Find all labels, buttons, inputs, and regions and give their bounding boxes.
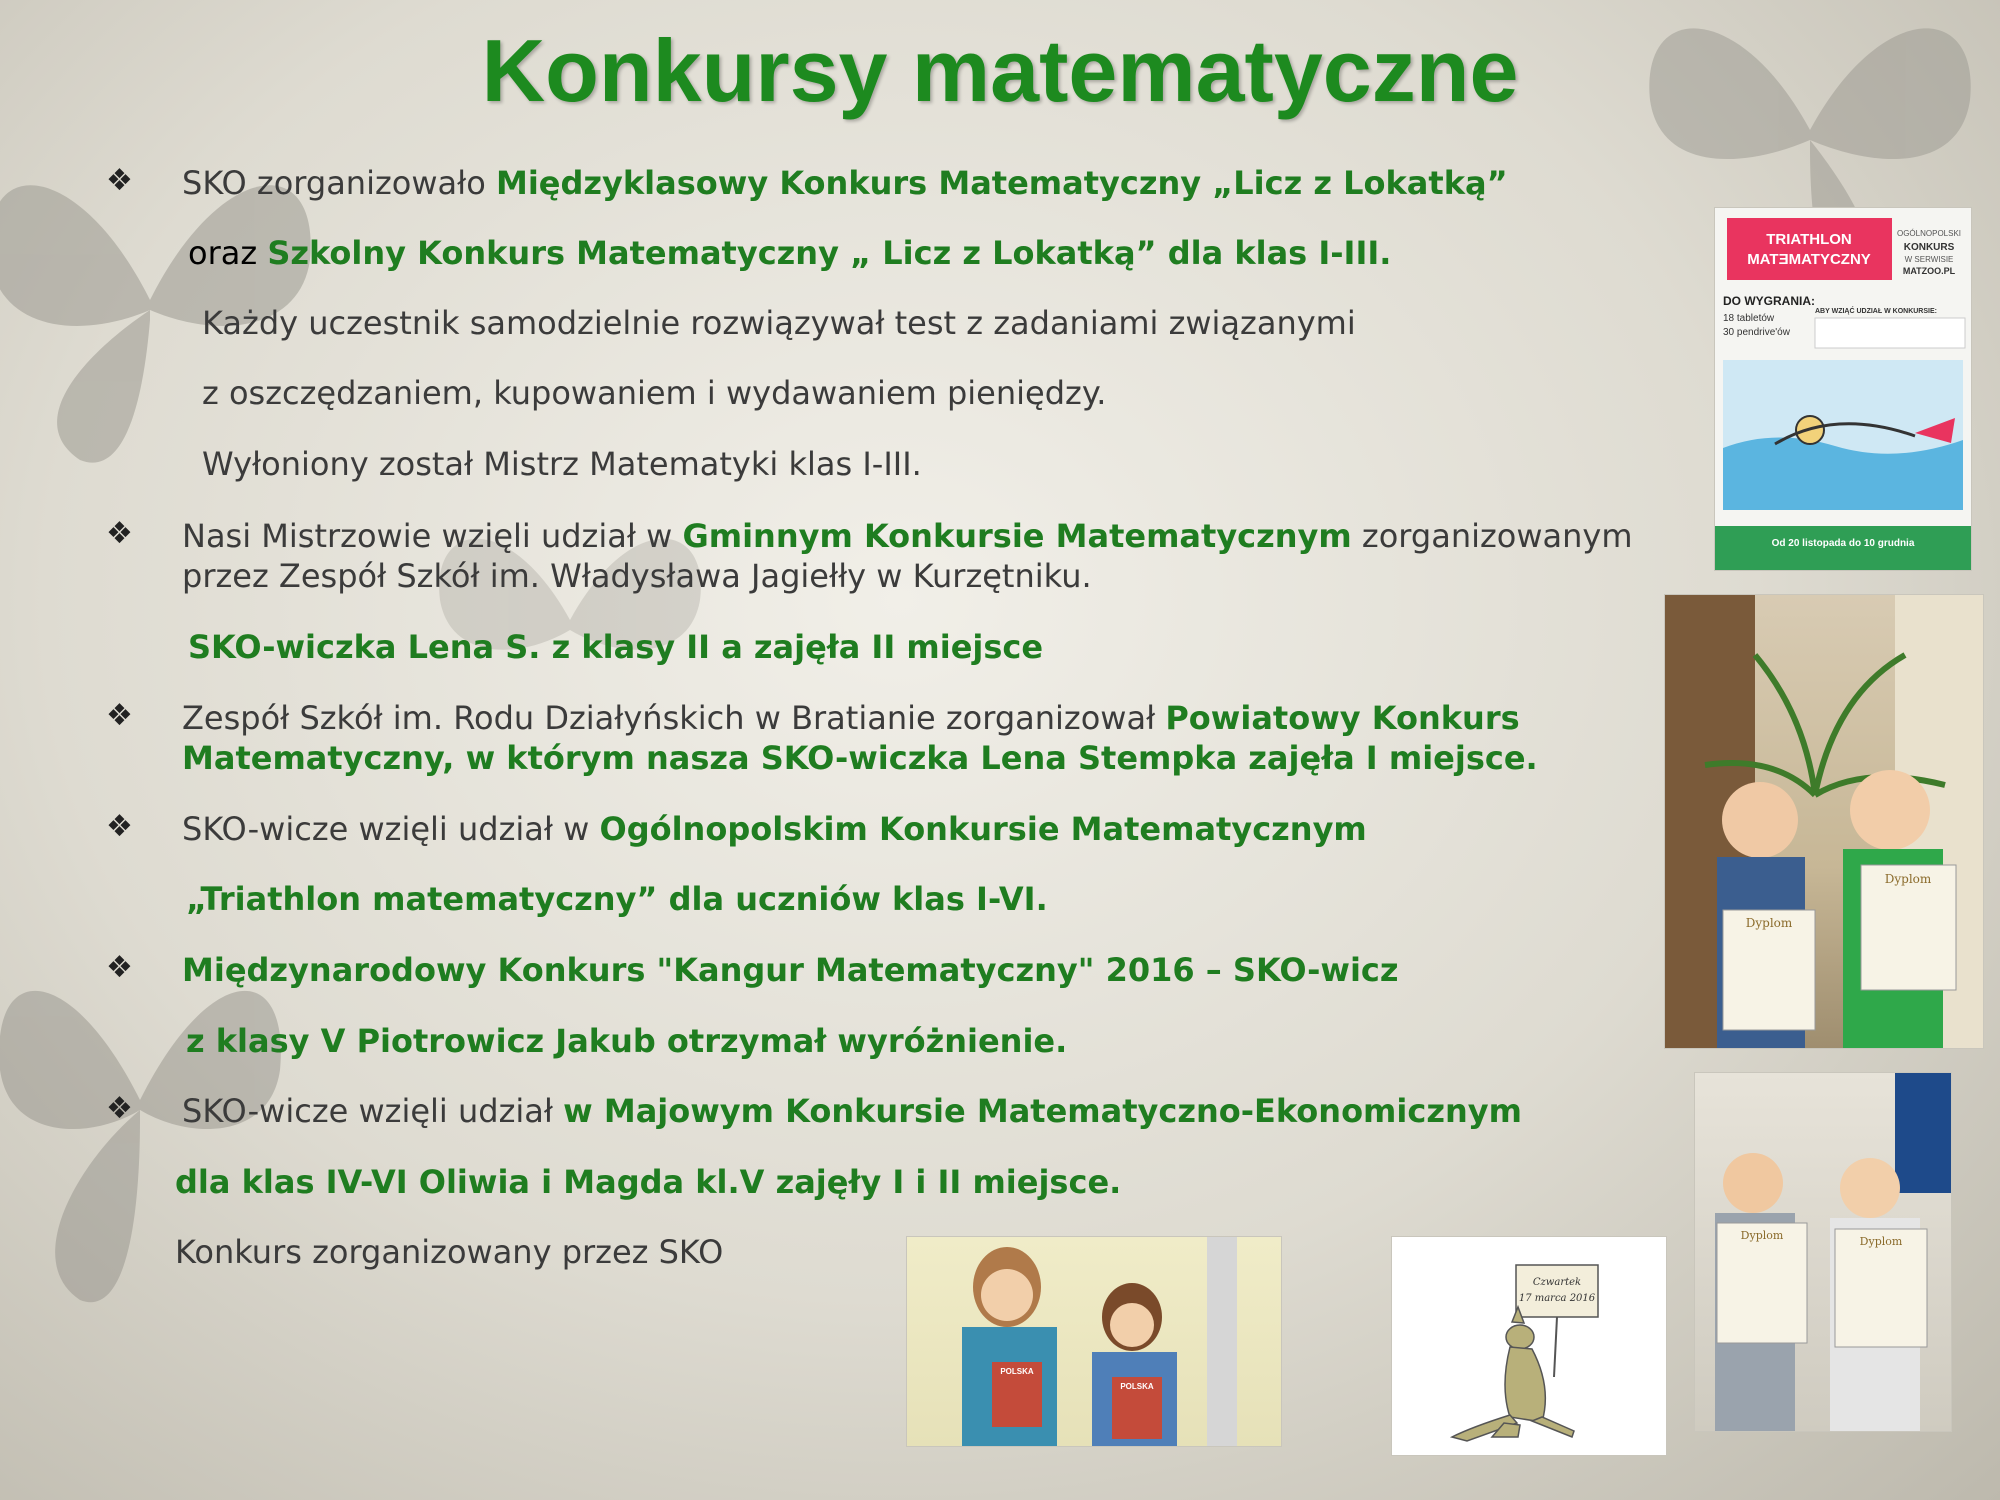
p6-line3: Konkurs zorganizowany przez SKO xyxy=(175,1233,724,1271)
p1-text-d: Szkolny Konkurs Matematyczny „ Licz z Lokatką” dla klas I-III. xyxy=(267,234,1392,272)
p4-text-b: Ogólnopolskim Konkursie Matematycznym xyxy=(599,810,1367,848)
p2-text-c: zorganizowanym xyxy=(1351,517,1633,555)
p6-line2: dla klas IV-VI Oliwia i Magda kl.V zajęły I i II miejsce. xyxy=(175,1163,1122,1201)
p1-line1 xyxy=(182,163,1508,203)
p3-text-b: Powiatowy Konkurs xyxy=(1165,699,1520,737)
p1-text-a: SKO zorganizowało xyxy=(182,164,496,202)
p6-text-a: SKO-wicze wzięli udział xyxy=(182,1092,564,1130)
photo-children-diplomas xyxy=(1694,1072,1952,1432)
p3-line2: Matematyczny, w którym nasza SKO-wiczka Lena Stempka zajęła I miejsce. xyxy=(182,739,1538,777)
triathlon-poster-graphic xyxy=(1715,208,1971,570)
p6-text-b: w Majowym Konkursie Matematyczno-Ekonomicznym xyxy=(563,1092,1522,1130)
p4-line2: „Triathlon matematyczny” dla uczniów klas I-VI. xyxy=(186,880,1048,918)
diploma-text-1: Dyplom xyxy=(1745,916,1793,930)
poster-win-title: DO WYGRANIA: xyxy=(1723,294,1815,308)
photo-girls-books xyxy=(906,1236,1282,1447)
p5-line2: z klasy V Piotrowicz Jakub otrzymał wyróżnienie. xyxy=(186,1022,1068,1060)
p4-text-a: SKO-wicze wzięli udział w xyxy=(182,810,600,848)
diploma-text-2: Dyplom xyxy=(1884,872,1932,886)
kangaroo-sign-line2: 17 marca 2016 xyxy=(1518,1293,1596,1304)
poster-side4: MATZOO.PL xyxy=(1902,266,1956,276)
p2-line3: SKO-wiczka Lena S. z klasy II a zajęła II miejsce xyxy=(188,628,1044,666)
p6-line1 xyxy=(182,1091,1522,1131)
triathlon-poster xyxy=(1714,207,1972,571)
diploma-text-4: Dyplom xyxy=(1859,1235,1903,1248)
p1-line2 xyxy=(188,233,1391,273)
p1-text-b: Międzyklasowy Konkurs Matematyczny „Licz z Lokatką” xyxy=(495,164,1508,202)
poster-side1: OGÓLNOPOLSKI xyxy=(1896,229,1962,238)
bullet-icon: ❖ xyxy=(106,950,133,985)
poster-win2: 30 pendrive'ów xyxy=(1723,327,1790,338)
kangaroo-sign-line1: Czwartek xyxy=(1532,1277,1582,1288)
book-label-1: POLSKA xyxy=(1000,1367,1034,1376)
bullet-icon: ❖ xyxy=(106,516,133,551)
book-label-2: POLSKA xyxy=(1120,1382,1154,1391)
photo-children-graphic xyxy=(1695,1073,1951,1431)
poster-side2: KONKURS xyxy=(1903,242,1955,253)
p1-line5: Wyłoniony został Mistrz Matematyki klas I-III. xyxy=(202,445,922,483)
p1-text-c: oraz xyxy=(188,234,268,272)
p4-line1 xyxy=(182,809,1367,849)
p1-line3: Każdy uczestnik samodzielnie rozwiązywał test z zadaniami związanymi xyxy=(202,304,1356,342)
p3-line1 xyxy=(182,698,1520,738)
diploma-text-3: Dyplom xyxy=(1740,1229,1784,1242)
poster-how: ABY WZIĄĆ UDZIAŁ W KONKURSIE: xyxy=(1815,308,1937,315)
poster-side3: W SERWISIE xyxy=(1904,255,1954,264)
p2-line2: przez Zespół Szkół im. Władysława Jagiełły w Kurzętniku. xyxy=(182,557,1092,595)
p2-text-a: Nasi Mistrzowie wzięli udział w xyxy=(182,517,683,555)
p2-text-b: Gminnym Konkursie Matematycznym xyxy=(682,517,1352,555)
poster-win1: 18 tabletów xyxy=(1723,313,1775,324)
kangaroo-illustration xyxy=(1391,1236,1667,1456)
p3-text-a: Zespół Szkół im. Rodu Działyńskich w Bratianie zorganizował xyxy=(182,699,1166,737)
p2-line1 xyxy=(182,516,1633,556)
bullet-icon: ❖ xyxy=(106,1091,133,1126)
photo-girls-graphic xyxy=(907,1237,1281,1446)
p5-line1: Międzynarodowy Konkurs "Kangur Matematyczny" 2016 – SKO-wicz xyxy=(182,951,1399,989)
bullet-icon: ❖ xyxy=(106,698,133,733)
poster-dates: Od 20 listopada do 10 grudnia xyxy=(1771,538,1915,549)
kangaroo-graphic xyxy=(1392,1237,1666,1455)
page-title: Konkursy matematyczne xyxy=(481,21,1519,120)
poster-brand-line2: MATƎMATYCZNY xyxy=(1747,251,1871,268)
photo-boys-diplomas xyxy=(1664,594,1984,1049)
p1-line4: z oszczędzaniem, kupowaniem i wydawaniem pieniędzy. xyxy=(202,374,1107,412)
bullet-icon: ❖ xyxy=(106,809,133,844)
photo-boys-graphic xyxy=(1665,595,1983,1048)
bullet-icon: ❖ xyxy=(106,163,133,198)
poster-brand-line1: TRIATHLON xyxy=(1766,231,1852,248)
